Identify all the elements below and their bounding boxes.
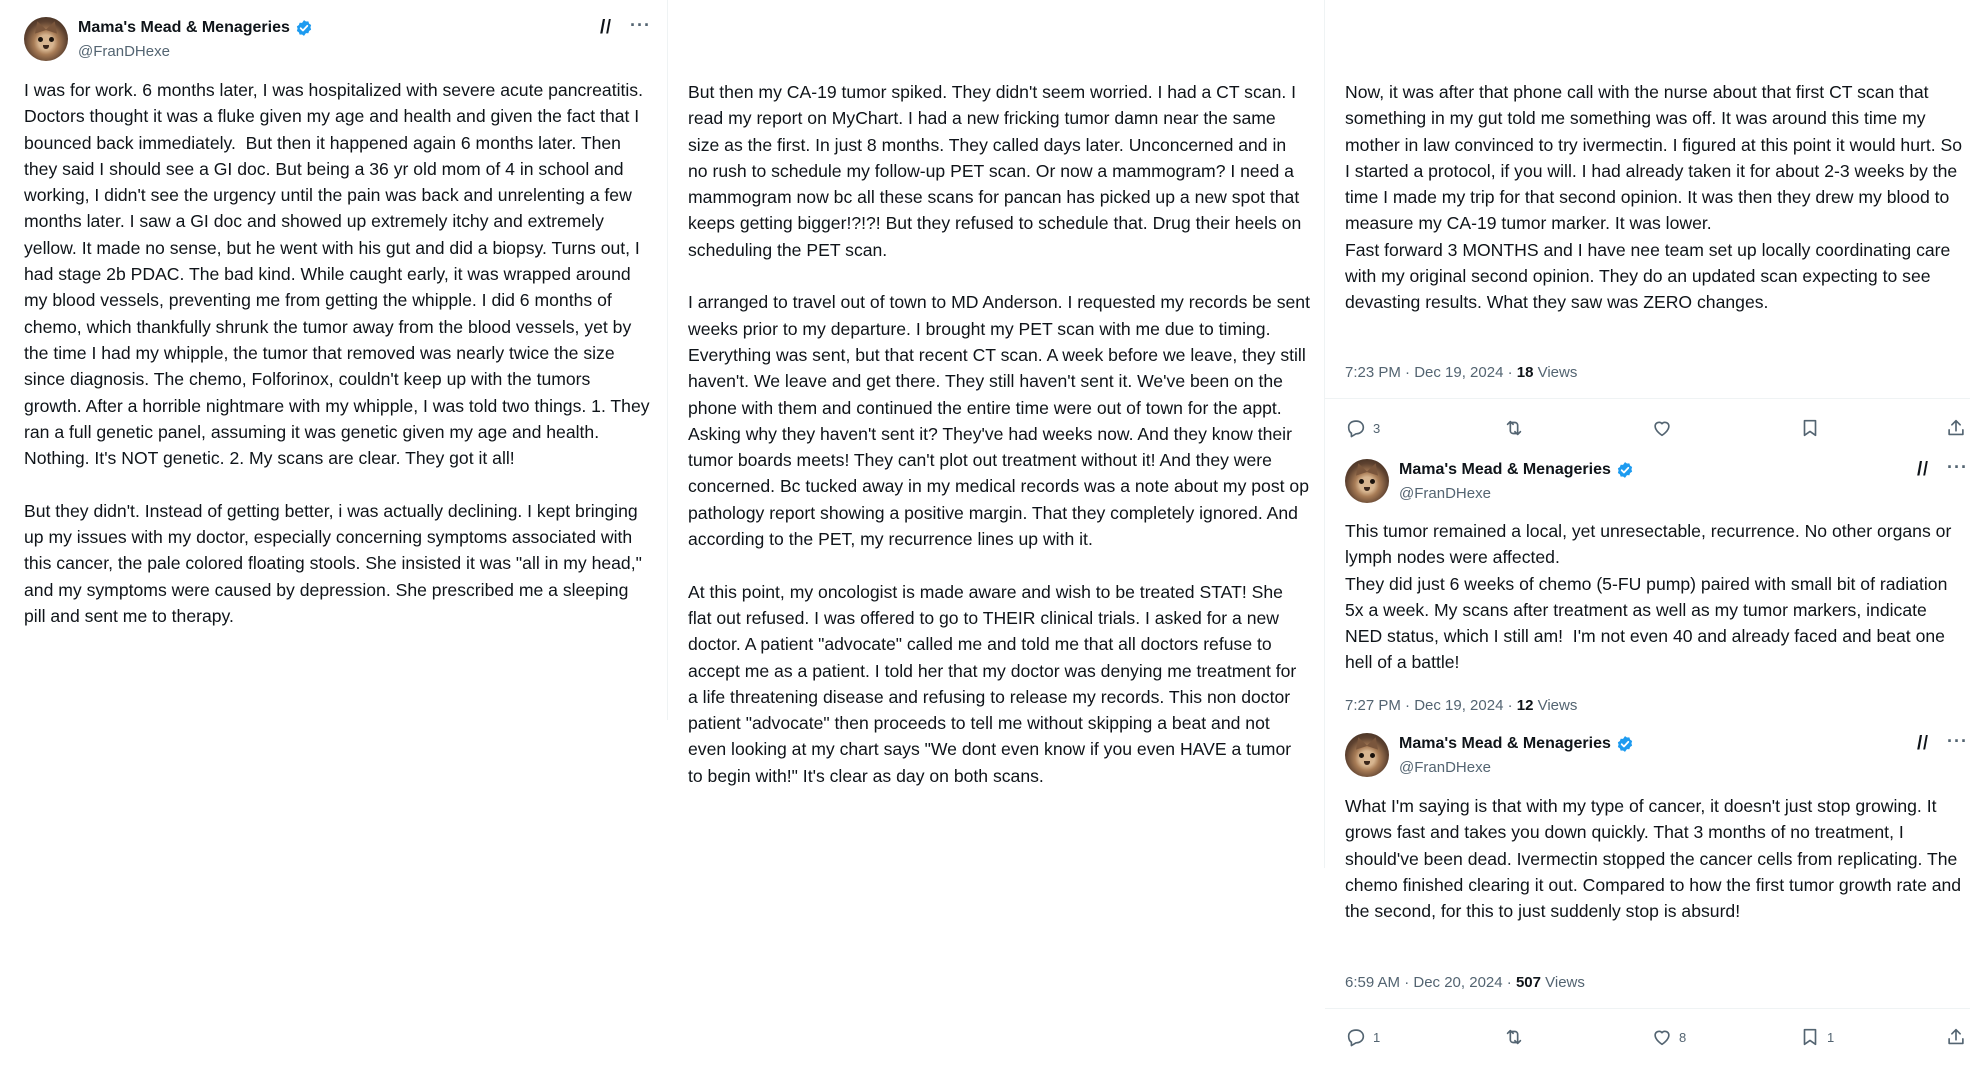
like-icon — [1651, 417, 1673, 439]
verified-badge-icon — [1616, 461, 1634, 479]
author-name-row[interactable] — [1399, 735, 1634, 753]
avatar[interactable] — [24, 17, 68, 61]
post-timestamp[interactable] — [1345, 364, 1577, 381]
author-name-row[interactable] — [1399, 461, 1634, 479]
like-icon — [1651, 1026, 1673, 1048]
more-options-icon[interactable]: ··· — [1947, 457, 1968, 477]
reply-button[interactable] — [1345, 417, 1380, 439]
verified-badge-icon — [1616, 735, 1634, 753]
post-text: I was for work. 6 months later, I was hospitalized with severe acute pancreatitis. Doctors thought it was a fluke given my age and health and given the fact that I bounced back immediately. But then it happened again 6 months later. Then they said I should see a GI doc. But being a 36 yr old mom of 4 in school and working, I didn't see the urgency until the pain was back and unrelenting a few months later. I saw a GI doc and showed up extremely itchy and extremely yellow. It made no sense, but he went with his gut and did a biopsy. Turns out, I had stage 2b PDAC. The bad kind. While caught early, it was wrapped around my blood vessels, preventing me from getting the whipple. I did 6 months of chemo, which thankfully shrunk the tumor away from the blood vessels, yet by the time I had my whipple, the tumor that removed was nearly twice the size since diagnosis. The chemo, Folforinox, couldn't keep up with the tumors growth. After a horrible nightmare with my whipple, I was told two things. 1. They ran a full genetic panel, assuming it was genetic given my age and health. Nothing. It's NOT genetic. 2. My scans are clear. They got it all! But they didn't. Instead of getting better, i was actually declining. I kept bringing up my issues with my doctor, especially concerning symptoms associated with this cancer, the pale colored floating stools. She insisted it was "all in my head," and my symptoms were caused by depression. She prescribed me a sleeping pill and sent me to therapy. — [24, 80, 650, 626]
views-label: Views — [1540, 974, 1585, 991]
reply-button[interactable] — [1345, 1026, 1380, 1048]
repost-icon — [1503, 1026, 1525, 1048]
bookmark-button[interactable] — [1799, 1026, 1834, 1048]
views-label: Views — [1533, 697, 1578, 714]
verified-badge-icon — [295, 19, 313, 37]
post-time[interactable]: 7:23 PM · Dec 19, 2024 · — [1345, 364, 1517, 381]
post-header — [24, 17, 654, 73]
post-text: Now, it was after that phone call with the nurse about that first CT scan that something in my gut told me something was off. It was around this time my mother in law convinced to try ivermectin. I figured at this point it would hurt. So I started a protocol, if you will. I had already taken it for about 2-3 weeks by the time I made my trip for that second opinion. It was then they drew my blood to measure my CA-19 tumor marker. It was lower. Fast forward 3 MONTHS and I have nee team set up locally coordinating care with my original second opinion. They do an updated scan expecting to see devasting results. What they saw was ZERO changes. — [1345, 82, 1963, 313]
avatar[interactable] — [1345, 459, 1389, 503]
post-column-1 — [0, 0, 668, 720]
share-icon — [1945, 1026, 1967, 1048]
grok-icon[interactable]: / ̸ — [1917, 733, 1924, 754]
post-column-2 — [668, 0, 1325, 868]
share-button[interactable] — [1945, 417, 1967, 439]
post-time[interactable]: 6:59 AM · Dec 20, 2024 · — [1345, 974, 1516, 991]
post-actions — [1351, 417, 1947, 447]
more-options-icon[interactable]: ··· — [1947, 731, 1968, 751]
reply-count: 3 — [1373, 420, 1381, 436]
bookmark-count: 1 — [1827, 1029, 1835, 1045]
post-actions — [1351, 1026, 1947, 1056]
author-name[interactable]: Mama's Mead & Menageries — [1399, 461, 1611, 478]
post-text: What I'm saying is that with my type of cancer, it doesn't just stop growing. It grows fast and takes you down quickly. That 3 months of no treatment, I should've been dead. Ivermectin stopped the cancer cells from replicating. The chemo finished clearing it out. Compared to how the first tumor growth rate and the second, for this to just suddenly stop is absurd! — [1345, 796, 1966, 922]
bookmark-button[interactable] — [1799, 417, 1827, 439]
divider — [1325, 1008, 1970, 1009]
divider — [1325, 398, 1970, 399]
post-text: This tumor remained a local, yet unresectable, recurrence. No other organs or lymph nodes were affected. They did just 6 weeks of chemo (5-FU pump) paired with small bit of radiation 5x a week. My scans after treatment as well as my tumor markers, indicate NED status, which I still am! I'm not even 40 and already faced and beat one hell of a battle! — [1345, 521, 1952, 673]
share-button[interactable] — [1945, 1026, 1967, 1048]
post-time[interactable]: 7:27 PM · Dec 19, 2024 · — [1345, 697, 1517, 714]
author-handle[interactable]: @FranDHexe — [1399, 759, 1491, 776]
post-timestamp[interactable] — [1345, 697, 1577, 714]
post-header — [1345, 457, 1968, 515]
repost-icon — [1503, 417, 1525, 439]
views-count: 18 — [1516, 364, 1534, 381]
post-header — [1345, 731, 1968, 789]
post-timestamp[interactable] — [1345, 974, 1585, 991]
views-label: Views — [1533, 364, 1578, 381]
author-handle[interactable]: @FranDHexe — [1399, 485, 1491, 502]
author-handle[interactable]: @FranDHexe — [78, 43, 170, 60]
like-button[interactable] — [1651, 417, 1679, 439]
avatar[interactable] — [1345, 733, 1389, 777]
reply-icon — [1345, 417, 1367, 439]
views-count: 12 — [1516, 697, 1534, 714]
author-name[interactable]: Mama's Mead & Menageries — [78, 19, 290, 36]
repost-button[interactable] — [1503, 417, 1531, 439]
post-text: But then my CA-19 tumor spiked. They didn't seem worried. I had a CT scan. I read my report on MyChart. I had a new fricking tumor damn near the same size as the first. In just 8 months. They called days later. Unconcerned and in no rush to schedule my follow-up PET scan. Or now a mammogram? I need a mammogram now bc all these scans for pancan has picked up a new spot that keeps getting bigger!?!?! But they refused to schedule that. Drug their heels on scheduling the PET scan. I arranged to travel out of town to MD Anderson. I requested my records be sent weeks prior to my departure. I brought my PET scan with me due to timing. Everything was sent, but that recent CT scan. A week before we leave, they still haven't. We leave and get there. They still haven't sent it. We've been on the phone with them and continued the entire time were out of town for the appt. Asking why they haven't sent it? They've had weeks now. And they know their tumor boards meets! They can't plot out treatment without it! And they were concerned. Bc tucked away in my medical records was a note about my post op pathology report showing a positive margin. That they completely ignored. And according to the PET, my recurrence lines up with it. At this point, my oncologist is made aware and wish to be treated STAT! She flat out refused. I was offered to go to THEIR clinical trials. I asked for a new doctor. A patient "advocate" called me and told me that all doctors refuse to accept me as a patient. I told her that my doctor was denying me treatment for a life threatening disease and refusing to release my records. This non doctor patient "advocate" then proceeds to tell me without skipping a beat and not even looking at my chart says "We dont even know if you even HAVE a tumor to begin with!" It's clear as day on both scans. — [688, 82, 1310, 786]
reply-count: 1 — [1373, 1029, 1381, 1045]
bookmark-icon — [1799, 1026, 1821, 1048]
views-count: 507 — [1515, 974, 1541, 991]
grok-icon[interactable]: / ̸ — [600, 17, 607, 38]
repost-button[interactable] — [1503, 1026, 1531, 1048]
author-name-row[interactable] — [78, 19, 313, 37]
reply-icon — [1345, 1026, 1367, 1048]
bookmark-icon — [1799, 417, 1821, 439]
post-column-3 — [1325, 0, 1970, 1065]
share-icon — [1945, 417, 1967, 439]
like-button[interactable] — [1651, 1026, 1686, 1048]
like-count: 8 — [1679, 1029, 1687, 1045]
grok-icon[interactable]: / ̸ — [1917, 459, 1924, 480]
author-name[interactable]: Mama's Mead & Menageries — [1399, 735, 1611, 752]
more-options-icon[interactable]: ··· — [630, 15, 651, 35]
